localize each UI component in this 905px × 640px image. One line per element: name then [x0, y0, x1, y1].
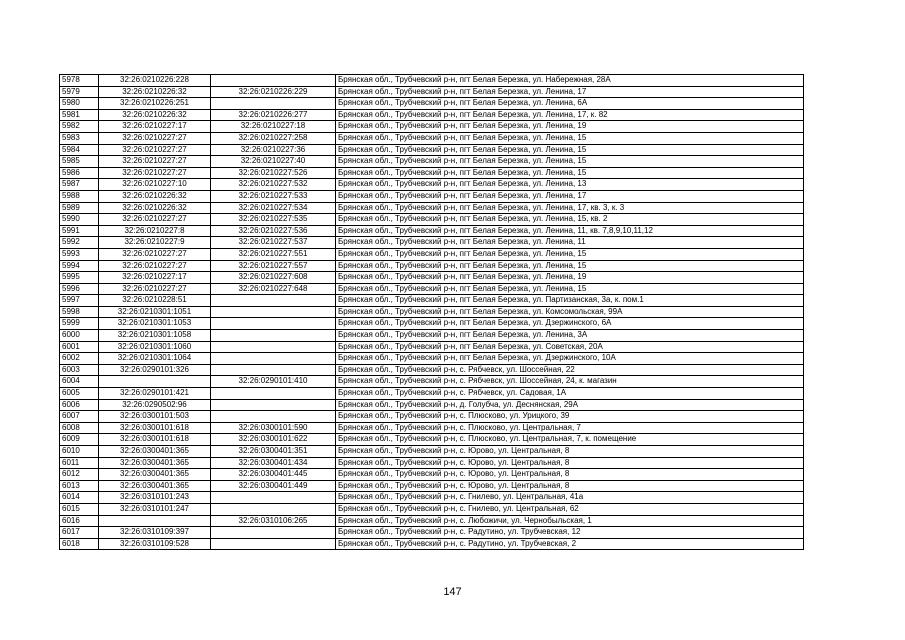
row-number-cell: 6000: [60, 330, 99, 342]
table-row: [60, 109, 804, 121]
building-cadastral-number-cell: 32:26:0210227:534: [211, 202, 336, 214]
row-number-cell: 5982: [60, 121, 99, 133]
address-cell: Брянская обл., Трубчевский р-н, с. Плюсково, ул. Урицкого, 39: [336, 411, 804, 423]
building-cadastral-number-cell: 32:26:0210227:40: [211, 156, 336, 168]
building-cadastral-number-cell: [211, 411, 336, 423]
address-cell: Брянская обл., Трубчевский р-н, пгт Белая Березка, ул. Ленина, 11, кв. 7,8,9,10,11,12: [336, 225, 804, 237]
table-row: [60, 260, 804, 272]
table-row: [60, 515, 804, 527]
address-cell: Брянская обл., Трубчевский р-н, пгт Белая Березка, ул. Ленина, 15: [336, 156, 804, 168]
table-row: [60, 167, 804, 179]
address-cell: Брянская обл., Трубчевский р-н, пгт Белая Березка, ул. Ленина, 15: [336, 167, 804, 179]
building-cadastral-number-cell: 32:26:0210227:36: [211, 144, 336, 156]
building-cadastral-number-cell: 32:26:0300401:449: [211, 480, 336, 492]
address-cell: Брянская обл., Трубчевский р-н, пгт Белая Березка, ул. Ленина, 13: [336, 179, 804, 191]
building-cadastral-number-cell: [211, 503, 336, 515]
land-cadastral-number-cell: 32:26:0210227:27: [99, 144, 211, 156]
building-cadastral-number-cell: 32:26:0300401:351: [211, 446, 336, 458]
row-number-cell: 6010: [60, 446, 99, 458]
row-number-cell: 5979: [60, 86, 99, 98]
address-cell: Брянская обл., Трубчевский р-н, с. Любожичи, ул. Чернобыльская, 1: [336, 515, 804, 527]
land-cadastral-number-cell: 32:26:0210301:1058: [99, 330, 211, 342]
row-number-cell: 6004: [60, 376, 99, 388]
building-cadastral-number-cell: 32:26:0210227:536: [211, 225, 336, 237]
table-row: [60, 86, 804, 98]
address-cell: Брянская обл., Трубчевский р-н, пгт Белая Березка, ул. Ленина, 15: [336, 132, 804, 144]
address-cell: Брянская обл., Трубчевский р-н, пгт Белая Березка, ул. Ленина, 17, к. 82: [336, 109, 804, 121]
table-row: [60, 144, 804, 156]
row-number-cell: 6005: [60, 388, 99, 400]
building-cadastral-number-cell: 32:26:0210227:648: [211, 283, 336, 295]
land-cadastral-number-cell: 32:26:0300401:365: [99, 457, 211, 469]
building-cadastral-number-cell: [211, 341, 336, 353]
row-number-cell: 5978: [60, 75, 99, 87]
address-cell: Брянская обл., Трубчевский р-н, с. Юрово, ул. Центральная, 8: [336, 469, 804, 481]
building-cadastral-number-cell: 32:26:0210227:258: [211, 132, 336, 144]
building-cadastral-number-cell: 32:26:0290101:410: [211, 376, 336, 388]
address-cell: Брянская обл., Трубчевский р-н, пгт Белая Березка, ул. Ленина, 15: [336, 248, 804, 260]
land-cadastral-number-cell: 32:26:0300401:365: [99, 469, 211, 481]
building-cadastral-number-cell: 32:26:0210227:537: [211, 237, 336, 249]
row-number-cell: 6003: [60, 364, 99, 376]
table-row: [60, 179, 804, 191]
table-row: [60, 306, 804, 318]
building-cadastral-number-cell: 32:26:0300101:622: [211, 434, 336, 446]
building-cadastral-number-cell: 32:26:0210227:533: [211, 190, 336, 202]
building-cadastral-number-cell: 32:26:0300401:445: [211, 469, 336, 481]
land-cadastral-number-cell: 32:26:0210226:251: [99, 98, 211, 110]
land-cadastral-number-cell: 32:26:0210227:17: [99, 272, 211, 284]
building-cadastral-number-cell: [211, 295, 336, 307]
building-cadastral-number-cell: 32:26:0300401:434: [211, 457, 336, 469]
row-number-cell: 6014: [60, 492, 99, 504]
row-number-cell: 5984: [60, 144, 99, 156]
land-cadastral-number-cell: 32:26:0210227:27: [99, 156, 211, 168]
building-cadastral-number-cell: 32:26:0210227:526: [211, 167, 336, 179]
row-number-cell: 5987: [60, 179, 99, 191]
land-cadastral-number-cell: [99, 376, 211, 388]
land-cadastral-number-cell: 32:26:0210301:1064: [99, 353, 211, 365]
land-cadastral-number-cell: 32:26:0210301:1060: [99, 341, 211, 353]
row-number-cell: 6018: [60, 538, 99, 550]
address-cell: Брянская обл., Трубчевский р-н, с. Юрово, ул. Центральная, 8: [336, 480, 804, 492]
building-cadastral-number-cell: [211, 75, 336, 87]
land-cadastral-number-cell: 32:26:0210228:51: [99, 295, 211, 307]
row-number-cell: 6006: [60, 399, 99, 411]
land-cadastral-number-cell: 32:26:0290101:421: [99, 388, 211, 400]
table-row: [60, 422, 804, 434]
row-number-cell: 6009: [60, 434, 99, 446]
table-row: [60, 295, 804, 307]
address-cell: Брянская обл., Трубчевский р-н, пгт Белая Березка, ул. Набережная, 28А: [336, 75, 804, 87]
address-cell: Брянская обл., Трубчевский р-н, с. Рябчевск, ул. Шоссейная, 24, к. магазин: [336, 376, 804, 388]
land-cadastral-number-cell: 32:26:0210227:27: [99, 260, 211, 272]
land-cadastral-number-cell: 32:26:0310109:397: [99, 527, 211, 539]
address-cell: Брянская обл., Трубчевский р-н, пгт Белая Березка, ул. Ленина, 15, кв. 2: [336, 214, 804, 226]
row-number-cell: 5999: [60, 318, 99, 330]
table-row: [60, 376, 804, 388]
land-cadastral-number-cell: 32:26:0300101:503: [99, 411, 211, 423]
land-cadastral-number-cell: 32:26:0300101:618: [99, 422, 211, 434]
row-number-cell: 5993: [60, 248, 99, 260]
address-cell: Брянская обл., Трубчевский р-н, пгт Белая Березка, ул. Ленина, 3А: [336, 330, 804, 342]
land-cadastral-number-cell: 32:26:0210227:27: [99, 248, 211, 260]
address-cell: Брянская обл., Трубчевский р-н, пгт Белая Березка, ул. Дзержинского, 6А: [336, 318, 804, 330]
land-cadastral-number-cell: 32:26:0210226:32: [99, 202, 211, 214]
row-number-cell: 5986: [60, 167, 99, 179]
address-cell: Брянская обл., Трубчевский р-н, с. Рябчевск, ул. Садовая, 1А: [336, 388, 804, 400]
address-cell: Брянская обл., Трубчевский р-н, с. Радутино, ул. Трубчевская, 2: [336, 538, 804, 550]
row-number-cell: 6007: [60, 411, 99, 423]
table-row: [60, 457, 804, 469]
land-cadastral-number-cell: 32:26:0310101:247: [99, 503, 211, 515]
row-number-cell: 5980: [60, 98, 99, 110]
table-row: [60, 75, 804, 87]
building-cadastral-number-cell: [211, 492, 336, 504]
table-row: [60, 330, 804, 342]
building-cadastral-number-cell: [211, 306, 336, 318]
table-row: [60, 190, 804, 202]
table-row: [60, 132, 804, 144]
building-cadastral-number-cell: [211, 399, 336, 411]
land-cadastral-number-cell: 32:26:0290101:326: [99, 364, 211, 376]
table-row: [60, 434, 804, 446]
address-cell: Брянская обл., Трубчевский р-н, с. Юрово, ул. Центральная, 8: [336, 446, 804, 458]
table-row: [60, 225, 804, 237]
building-cadastral-number-cell: 32:26:0300101:590: [211, 422, 336, 434]
row-number-cell: 6008: [60, 422, 99, 434]
land-cadastral-number-cell: 32:26:0210226:32: [99, 86, 211, 98]
row-number-cell: 6011: [60, 457, 99, 469]
land-cadastral-number-cell: 32:26:0210301:1053: [99, 318, 211, 330]
table-row: [60, 364, 804, 376]
land-cadastral-number-cell: 32:26:0210226:32: [99, 190, 211, 202]
land-cadastral-number-cell: 32:26:0310101:243: [99, 492, 211, 504]
address-cell: Брянская обл., Трубчевский р-н, д. Голубча, ул. Деснянская, 29А: [336, 399, 804, 411]
address-cell: Брянская обл., Трубчевский р-н, пгт Белая Березка, ул. Ленина, 17: [336, 86, 804, 98]
table-row: [60, 341, 804, 353]
building-cadastral-number-cell: [211, 388, 336, 400]
land-cadastral-number-cell: [99, 515, 211, 527]
address-cell: Брянская обл., Трубчевский р-н, пгт Белая Березка, ул. Ленина, 15: [336, 144, 804, 156]
row-number-cell: 5991: [60, 225, 99, 237]
land-cadastral-number-cell: 32:26:0210227:10: [99, 179, 211, 191]
table-row: [60, 156, 804, 168]
building-cadastral-number-cell: 32:26:0210227:551: [211, 248, 336, 260]
building-cadastral-number-cell: [211, 98, 336, 110]
land-cadastral-number-cell: 32:26:0210227:27: [99, 167, 211, 179]
address-cell: Брянская обл., Трубчевский р-н, пгт Белая Березка, ул. Ленина, 15: [336, 283, 804, 295]
building-cadastral-number-cell: 32:26:0210227:18: [211, 121, 336, 133]
address-cell: Брянская обл., Трубчевский р-н, с. Юрово, ул. Центральная, 8: [336, 457, 804, 469]
page-number: 147: [443, 586, 462, 598]
row-number-cell: 5994: [60, 260, 99, 272]
row-number-cell: 5983: [60, 132, 99, 144]
address-cell: Брянская обл., Трубчевский р-н, пгт Белая Березка, ул. Партизанская, 3а, к. пом.1: [336, 295, 804, 307]
table-row: [60, 469, 804, 481]
building-cadastral-number-cell: [211, 318, 336, 330]
row-number-cell: 6001: [60, 341, 99, 353]
building-cadastral-number-cell: 32:26:0210227:535: [211, 214, 336, 226]
address-cell: Брянская обл., Трубчевский р-н, с. Плюсково, ул. Центральная, 7: [336, 422, 804, 434]
table-row: [60, 411, 804, 423]
address-cell: Брянская обл., Трубчевский р-н, пгт Белая Березка, ул. Ленина, 11: [336, 237, 804, 249]
building-cadastral-number-cell: [211, 353, 336, 365]
address-cell: Брянская обл., Трубчевский р-н, с. Гнилево, ул. Центральная, 62: [336, 503, 804, 515]
address-cell: Брянская обл., Трубчевский р-н, пгт Белая Березка, ул. Ленина, 19: [336, 121, 804, 133]
address-cell: Брянская обл., Трубчевский р-н, с. Плюсково, ул. Центральная, 7, к. помещение: [336, 434, 804, 446]
row-number-cell: 5985: [60, 156, 99, 168]
table-row: [60, 237, 804, 249]
row-number-cell: 6013: [60, 480, 99, 492]
table-row: [60, 399, 804, 411]
land-cadastral-number-cell: 32:26:0210226:32: [99, 109, 211, 121]
table-row: [60, 272, 804, 284]
row-number-cell: 6016: [60, 515, 99, 527]
table-row: [60, 503, 804, 515]
address-cell: Брянская обл., Трубчевский р-н, пгт Белая Березка, ул. Ленина, 15: [336, 260, 804, 272]
building-cadastral-number-cell: [211, 330, 336, 342]
registry-table-body: [60, 75, 804, 550]
address-cell: Брянская обл., Трубчевский р-н, с. Радутино, ул. Трубчевская, 12: [336, 527, 804, 539]
row-number-cell: 6015: [60, 503, 99, 515]
building-cadastral-number-cell: 32:26:0210226:277: [211, 109, 336, 121]
building-cadastral-number-cell: 32:26:0310106:265: [211, 515, 336, 527]
address-cell: Брянская обл., Трубчевский р-н, пгт Белая Березка, ул. Советская, 20А: [336, 341, 804, 353]
land-cadastral-number-cell: 32:26:0210227:27: [99, 214, 211, 226]
land-cadastral-number-cell: 32:26:0210227:8: [99, 225, 211, 237]
building-cadastral-number-cell: [211, 538, 336, 550]
row-number-cell: 6012: [60, 469, 99, 481]
table-row: [60, 480, 804, 492]
address-cell: Брянская обл., Трубчевский р-н, пгт Белая Березка, ул. Комсомольская, 99А: [336, 306, 804, 318]
building-cadastral-number-cell: 32:26:0210227:608: [211, 272, 336, 284]
table-row: [60, 492, 804, 504]
land-cadastral-number-cell: 32:26:0210301:1051: [99, 306, 211, 318]
row-number-cell: 5989: [60, 202, 99, 214]
row-number-cell: 5998: [60, 306, 99, 318]
building-cadastral-number-cell: 32:26:0210226:229: [211, 86, 336, 98]
land-cadastral-number-cell: 32:26:0300401:365: [99, 480, 211, 492]
row-number-cell: 6002: [60, 353, 99, 365]
table-row: [60, 538, 804, 550]
building-cadastral-number-cell: 32:26:0210227:532: [211, 179, 336, 191]
address-cell: Брянская обл., Трубчевский р-н, пгт Белая Березка, ул. Ленина, 17: [336, 190, 804, 202]
land-cadastral-number-cell: 32:26:0310109:528: [99, 538, 211, 550]
table-row: [60, 446, 804, 458]
land-cadastral-number-cell: 32:26:0210226:228: [99, 75, 211, 87]
table-row: [60, 283, 804, 295]
land-cadastral-number-cell: 32:26:0290502:96: [99, 399, 211, 411]
row-number-cell: 5981: [60, 109, 99, 121]
address-cell: Брянская обл., Трубчевский р-н, пгт Белая Березка, ул. Дзержинского, 10А: [336, 353, 804, 365]
row-number-cell: 6017: [60, 527, 99, 539]
row-number-cell: 5995: [60, 272, 99, 284]
row-number-cell: 5992: [60, 237, 99, 249]
registry-table: [59, 74, 804, 550]
address-cell: Брянская обл., Трубчевский р-н, пгт Белая Березка, ул. Ленина, 17, кв. 3, к. 3: [336, 202, 804, 214]
table-row: [60, 527, 804, 539]
address-cell: Брянская обл., Трубчевский р-н, с. Рябчевск, ул. Шоссейная, 22: [336, 364, 804, 376]
building-cadastral-number-cell: [211, 527, 336, 539]
table-row: [60, 248, 804, 260]
row-number-cell: 5990: [60, 214, 99, 226]
table-row: [60, 353, 804, 365]
address-cell: Брянская обл., Трубчевский р-н, пгт Белая Березка, ул. Ленина, 6А: [336, 98, 804, 110]
row-number-cell: 5996: [60, 283, 99, 295]
land-cadastral-number-cell: 32:26:0210227:17: [99, 121, 211, 133]
address-cell: Брянская обл., Трубчевский р-н, пгт Белая Березка, ул. Ленина, 19: [336, 272, 804, 284]
table-row: [60, 121, 804, 133]
building-cadastral-number-cell: 32:26:0210227:557: [211, 260, 336, 272]
row-number-cell: 5997: [60, 295, 99, 307]
land-cadastral-number-cell: 32:26:0210227:27: [99, 283, 211, 295]
table-row: [60, 388, 804, 400]
table-row: [60, 318, 804, 330]
land-cadastral-number-cell: 32:26:0210227:27: [99, 132, 211, 144]
land-cadastral-number-cell: 32:26:0300401:365: [99, 446, 211, 458]
table-row: [60, 98, 804, 110]
address-cell: Брянская обл., Трубчевский р-н, с. Гнилево, ул. Центральная, 41а: [336, 492, 804, 504]
row-number-cell: 5988: [60, 190, 99, 202]
table-row: [60, 202, 804, 214]
table-row: [60, 214, 804, 226]
land-cadastral-number-cell: 32:26:0300101:618: [99, 434, 211, 446]
land-cadastral-number-cell: 32:26:0210227:9: [99, 237, 211, 249]
building-cadastral-number-cell: [211, 364, 336, 376]
